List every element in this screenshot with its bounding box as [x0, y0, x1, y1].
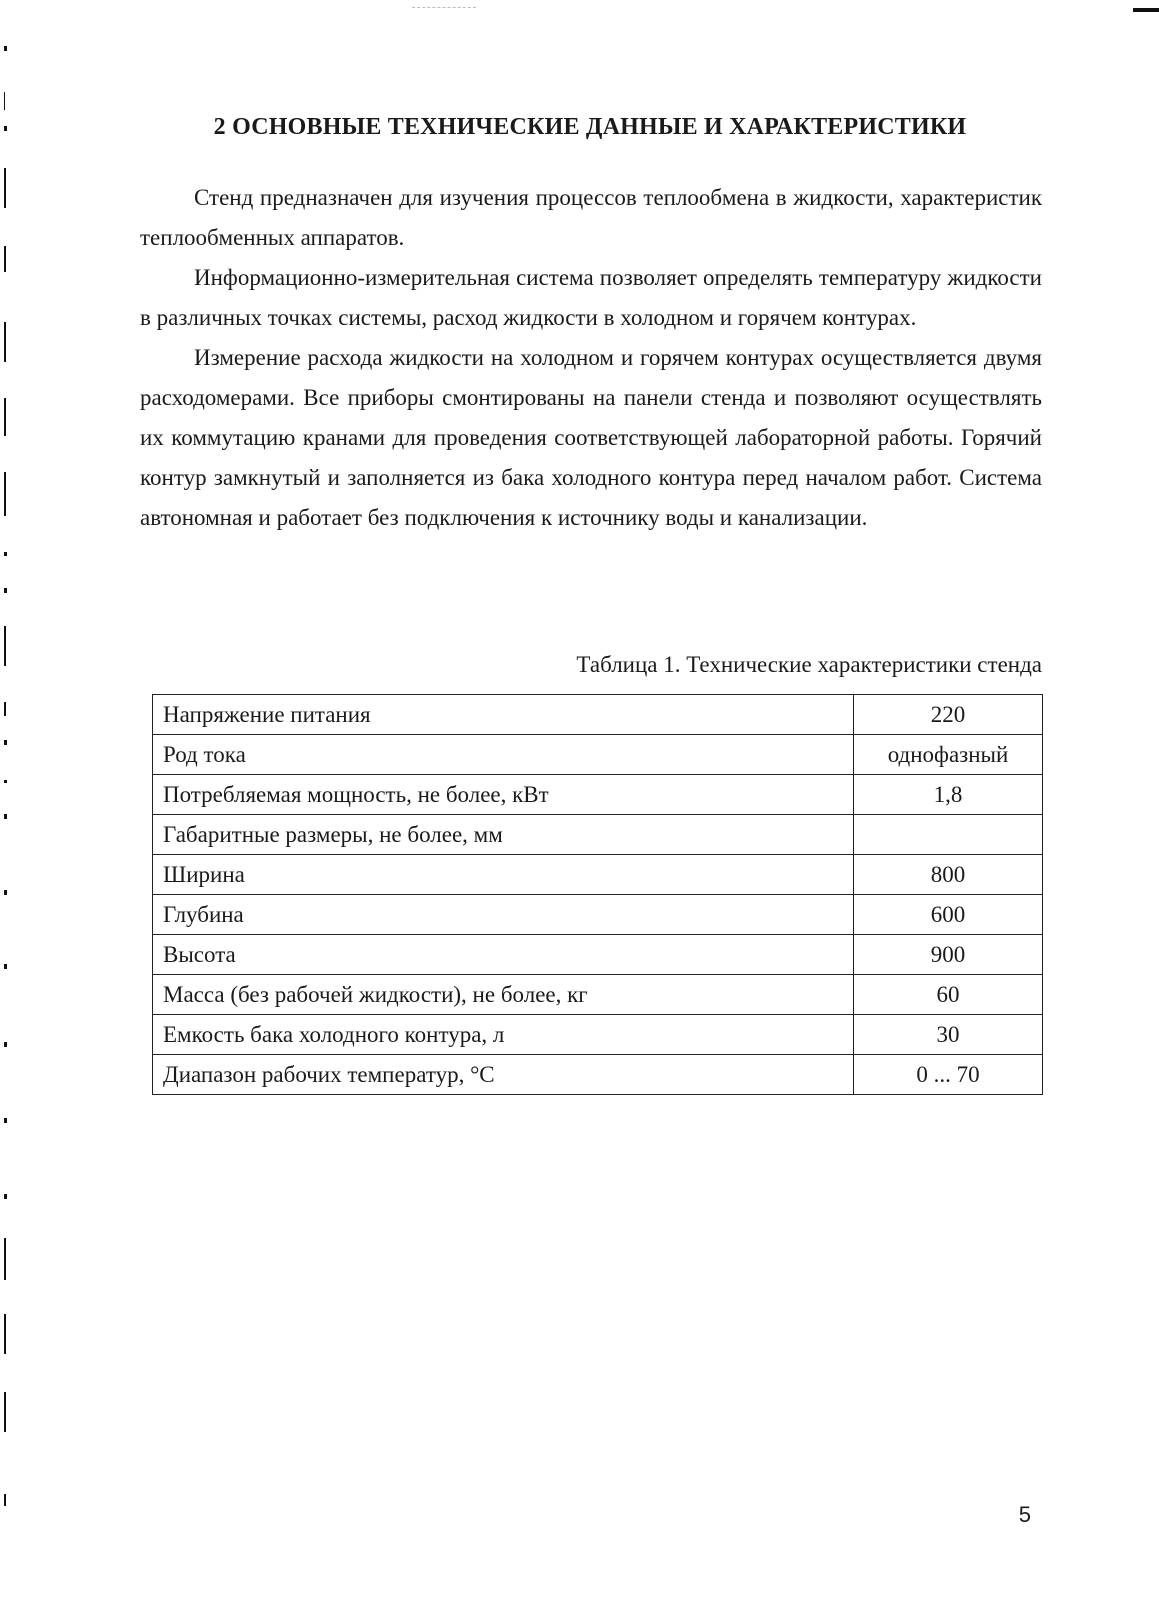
- value-cell: 60: [854, 975, 1043, 1015]
- scan-artifact-edge-mark: [4, 552, 7, 556]
- param-cell: Габаритные размеры, не более, мм: [153, 815, 854, 855]
- table-row: [153, 775, 1043, 815]
- value-cell: 800: [854, 855, 1043, 895]
- table-caption: Таблица 1. Технические характеристики стенда: [576, 652, 1042, 677]
- scan-artifact-edge-mark: [4, 814, 7, 819]
- scan-artifact-edge-mark: [4, 92, 5, 110]
- scan-artifact-edge-mark: [4, 1238, 6, 1280]
- scan-artifact-edge-mark: [4, 246, 6, 272]
- table-row: [153, 695, 1043, 735]
- scan-artifact-edge-mark: [4, 626, 6, 666]
- paragraph: Измерение расхода жидкости на холодном и горячем контурах осуществляется двумя расходомерами. Все приборы смонтированы на панели стенда и позволяют осуществлять их коммутацию кранами для проведения соответствующей лабораторной работы. Горячий контур замкнутый и заполняется из бака холодного контура перед началом работ. Система автономная и работает без подключения к источнику воды и канализации.: [140, 345, 1042, 530]
- scan-artifact-edge-mark: [4, 964, 7, 969]
- param-cell: Род тока: [153, 735, 854, 775]
- value-cell: 1,8: [854, 775, 1043, 815]
- table-row: [153, 935, 1043, 975]
- scan-artifact-edge-mark: [4, 740, 7, 745]
- paragraph: Информационно-измерительная система позволяет определять температуру жидкости в различных точках системы, расход жидкости в холодном и горячем контурах.: [140, 265, 1042, 330]
- scan-artifact-edge-mark: [4, 126, 7, 131]
- value-cell: однофазный: [854, 735, 1043, 775]
- value-cell: 600: [854, 895, 1043, 935]
- scan-artifact-edge-mark: [4, 1194, 7, 1199]
- value-cell: 220: [854, 695, 1043, 735]
- table-row: [153, 1055, 1043, 1095]
- scan-artifact-edge-mark: [4, 398, 6, 436]
- scan-artifact-edge-mark: [4, 780, 7, 783]
- scan-artifact-edge-mark: [4, 890, 7, 895]
- scan-artifact-edge-mark: [4, 168, 6, 208]
- value-cell: 30: [854, 1015, 1043, 1055]
- table-row: [153, 815, 1043, 855]
- value-cell: [854, 815, 1043, 855]
- section-heading: 2 ОСНОВНЫЕ ТЕХНИЧЕСКИЕ ДАННЫЕ И ХАРАКТЕРИСТИКИ: [213, 114, 967, 140]
- param-cell: Масса (без рабочей жидкости), не более, кг: [153, 975, 854, 1015]
- value-cell: 0 ... 70: [854, 1055, 1043, 1095]
- param-cell: Высота: [153, 935, 854, 975]
- param-cell: Ширина: [153, 855, 854, 895]
- table-row: [153, 855, 1043, 895]
- value-cell: 900: [854, 935, 1043, 975]
- scan-artifact-edge-mark: [4, 702, 6, 716]
- scan-artifact-edge-mark: [4, 472, 6, 516]
- scan-artifact-edge-mark: [4, 1118, 7, 1123]
- param-cell: Потребляемая мощность, не более, кВт: [153, 775, 854, 815]
- scan-artifact-edge-mark: [4, 322, 6, 362]
- body-text: [140, 178, 1042, 538]
- scan-artifact-edge-mark: [4, 1042, 7, 1047]
- table-row: [153, 975, 1043, 1015]
- scan-artifact-edge-mark: [4, 1494, 6, 1506]
- param-cell: Емкость бака холодного контура, л: [153, 1015, 854, 1055]
- scan-artifact-edge-mark: [4, 46, 7, 51]
- table-row: [153, 895, 1043, 935]
- specs-table: [152, 694, 1043, 1095]
- scan-artifact-top-right-rule: [1133, 8, 1159, 12]
- scan-artifact-edge-mark: [4, 1314, 6, 1354]
- table-row: [153, 735, 1043, 775]
- scan-artifact-edge-mark: [4, 588, 7, 593]
- scan-artifact-top-dash: [412, 7, 476, 8]
- page-number: 5: [1018, 1502, 1031, 1527]
- scan-artifact-edge-mark: [4, 1392, 6, 1432]
- param-cell: Напряжение питания: [153, 695, 854, 735]
- param-cell: Диапазон рабочих температур, °С: [153, 1055, 854, 1095]
- paragraph: Стенд предназначен для изучения процессов теплообмена в жидкости, характеристик теплообменных аппаратов.: [140, 185, 1042, 250]
- param-cell: Глубина: [153, 895, 854, 935]
- table-row: [153, 1015, 1043, 1055]
